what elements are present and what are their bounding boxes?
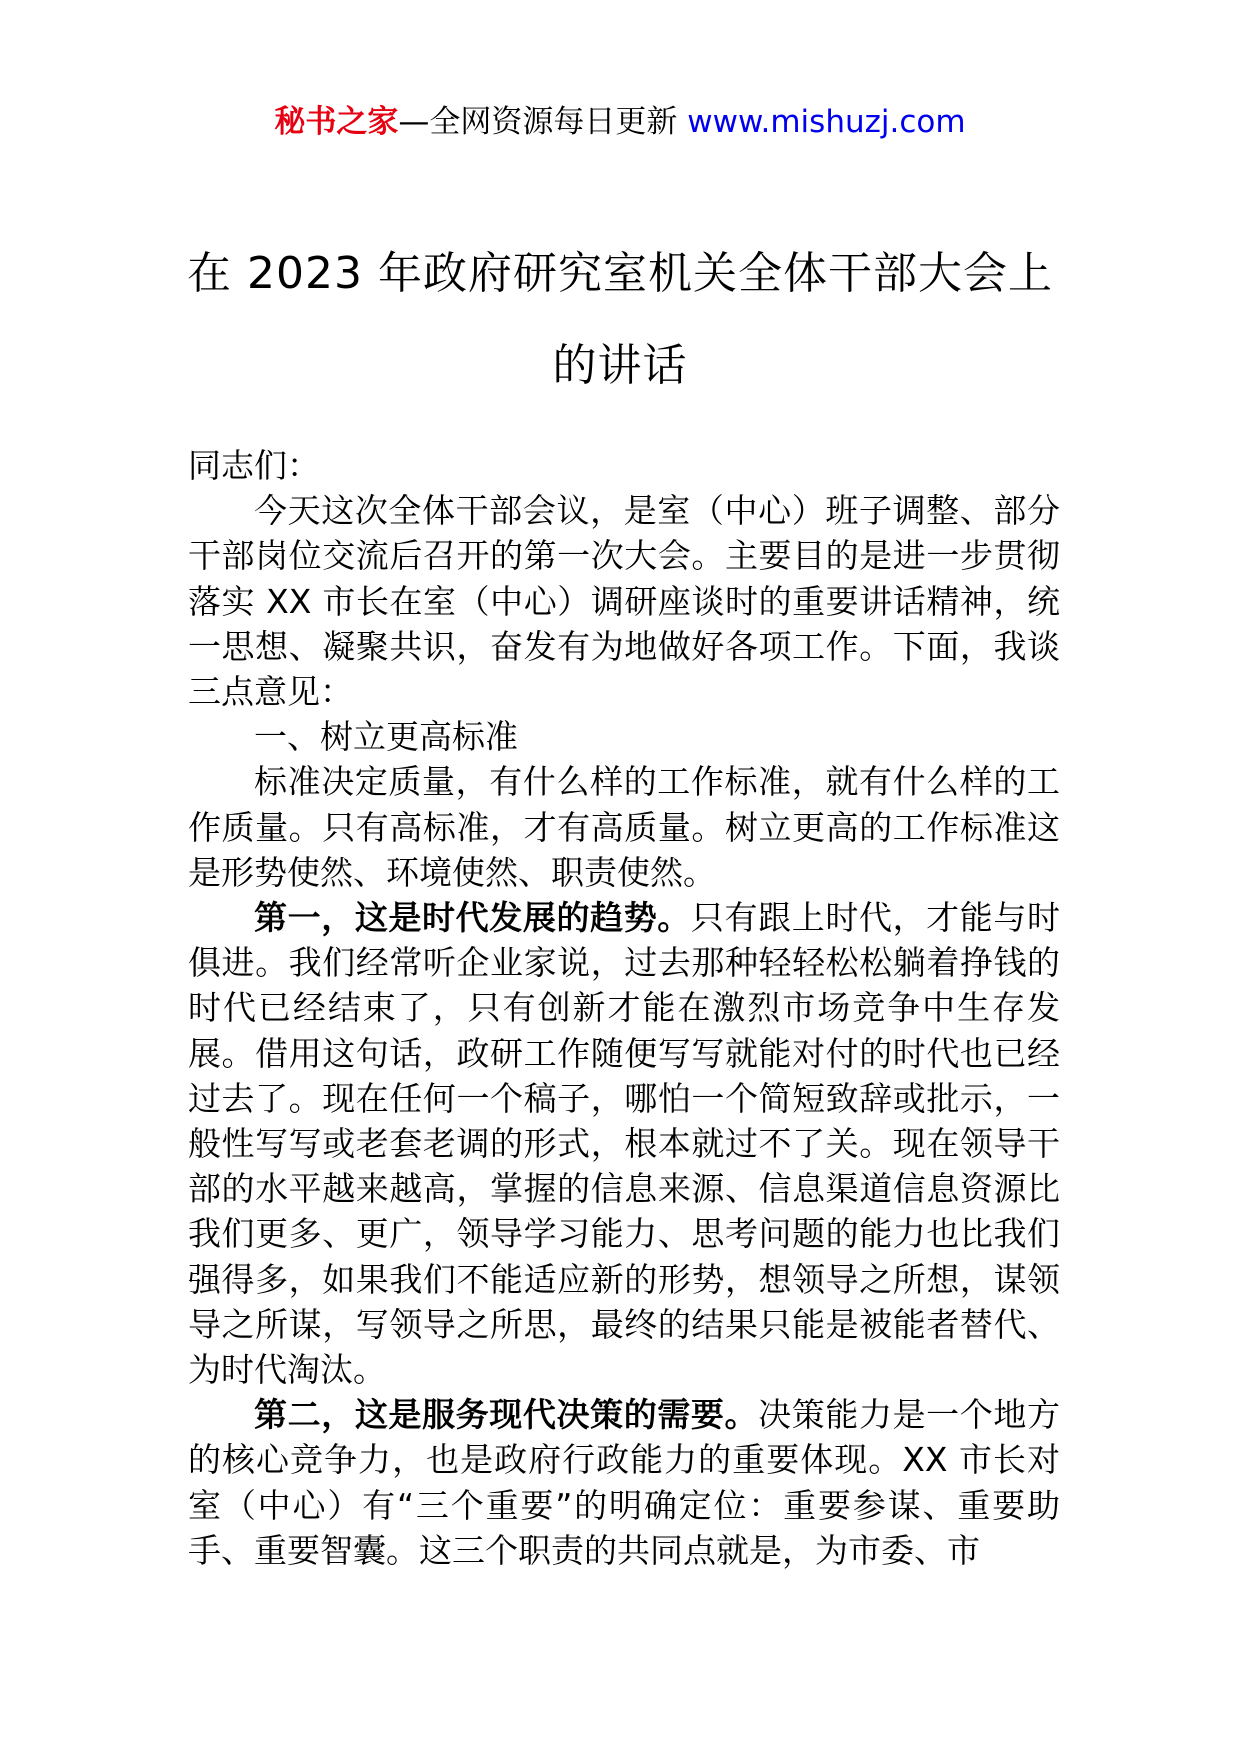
point-2-heading: 第二，这是服务现代决策的需要。 [254,1395,759,1435]
section-heading-1: 一、树立更高标准 [254,717,518,757]
document-body [188,443,1060,1573]
title-line-2: 的讲话 [552,340,688,391]
title-line-1: 在 2023 年政府研究室机关全体干部大会上 [187,248,1053,299]
site-header [0,100,1240,144]
point-1-heading: 第一，这是时代发展的趋势。 [254,898,691,938]
intro-paragraph: 今天这次全体干部会议，是室（中心）班子调整、部分干部岗位交流后召开的第一次大会。主要目的是进一步贯彻落实 XX 市长在室（中心）调研座谈时的重要讲话精神，统一思想、凝聚共识，奋发有为地做好各项工作。下面，我谈三点意见： [188,491,1060,712]
point-1-text: 只有跟上时代，才能与时俱进。我们经常听企业家说，过去那种轻轻松松躺着挣钱的时代已经结束了，只有创新才能在激烈市场竞争中生存发展。借用这句话，政研工作随便写写就能对付的时代也已经过去了。现在任何一个稿子，哪怕一个简短致辞或批示，一般性写写或老套老调的形式，根本就过不了关。现在领导干部的水平越来越高，掌握的信息来源、信息渠道信息资源比我们更多、更广，领导学习能力、思考问题的能力也比我们强得多，如果我们不能适应新的形势，想领导之所想，谋领导之所谋，写领导之所思，最终的结果只能是被能者替代、为时代淘汰。 [188,898,1061,1390]
point-1-paragraph [188,895,1060,1392]
salutation: 同志们： [188,446,320,485]
section-1-paragraph: 标准决定质量，有什么样的工作标准，就有什么样的工作质量。只有高标准，才有高质量。树立更高的工作标准这是形势使然、环境使然、职责使然。 [188,762,1060,892]
site-url-link[interactable]: www.mishuzj.com [687,104,966,140]
site-slogan: —全网资源每日更新 [398,104,678,140]
point-2-paragraph [188,1392,1060,1573]
document-title [150,228,1090,412]
point-2-text: 决策能力是一个地方的核心竞争力，也是政府行政能力的重要体现。XX 市长对室（中心）有“三个重要”的明确定位：重要参谋、重要助手、重要智囊。这三个职责的共同点就是，为市委、市 [188,1395,1061,1570]
site-brand: 秘书之家 [274,104,399,140]
